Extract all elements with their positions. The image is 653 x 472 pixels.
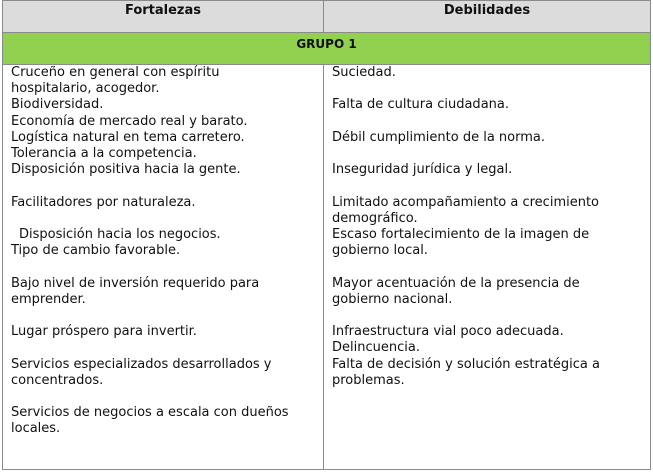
list-item: Logística natural en tema carretero.: [11, 129, 245, 145]
list-item: Bajo nivel de inversión requerido para emprender.: [11, 275, 260, 307]
list-item: Suciedad.: [332, 65, 396, 80]
header-debilidades: Debilidades: [324, 1, 650, 33]
list-item: Tolerancia a la competencia.: [11, 146, 197, 162]
list-item: Economía de mercado real y barato.: [11, 113, 248, 129]
swot-table: [2, 0, 651, 470]
fortalezas-column: [3, 65, 324, 469]
list-item: Infraestructura vial poco adecuada.: [332, 324, 564, 340]
list-item: Cruceño en general con espíritu hospitalario, acogedor.: [11, 65, 220, 97]
list-item: Inseguridad jurídica y legal.: [332, 162, 513, 178]
list-item: Falta de cultura ciudadana.: [332, 97, 509, 113]
list-item: Falta de decisión y solución estratégica a problemas.: [332, 356, 600, 388]
list-item: Débil cumplimiento de la norma.: [332, 129, 546, 145]
list-item: Biodiversidad.: [11, 97, 104, 113]
list-item: Facilitadores por naturaleza.: [11, 194, 196, 210]
list-item: Disposición hacia los negocios.: [19, 227, 221, 242]
group-label: GRUPO 1: [3, 33, 650, 65]
list-item: Lugar próspero para invertir.: [11, 324, 197, 340]
list-item: Limitado acompañamiento a crecimiento demográfico.: [332, 194, 600, 226]
list-item: Tipo de cambio favorable.: [11, 243, 181, 259]
list-item: Mayor acentuación de la presencia de gobierno nacional.: [332, 275, 580, 307]
list-item: Disposición positiva hacia la gente.: [11, 162, 241, 178]
list-item: Servicios de negocios a escala con dueños locales.: [11, 405, 289, 437]
list-item: Delincuencia.: [332, 340, 420, 356]
list-item: Escaso fortalecimiento de la imagen de gobierno local.: [332, 226, 590, 259]
list-item: Servicios especializados desarrollados y concentrados.: [11, 356, 272, 388]
header-fortalezas: Fortalezas: [3, 1, 324, 33]
debilidades-column: [324, 65, 650, 469]
